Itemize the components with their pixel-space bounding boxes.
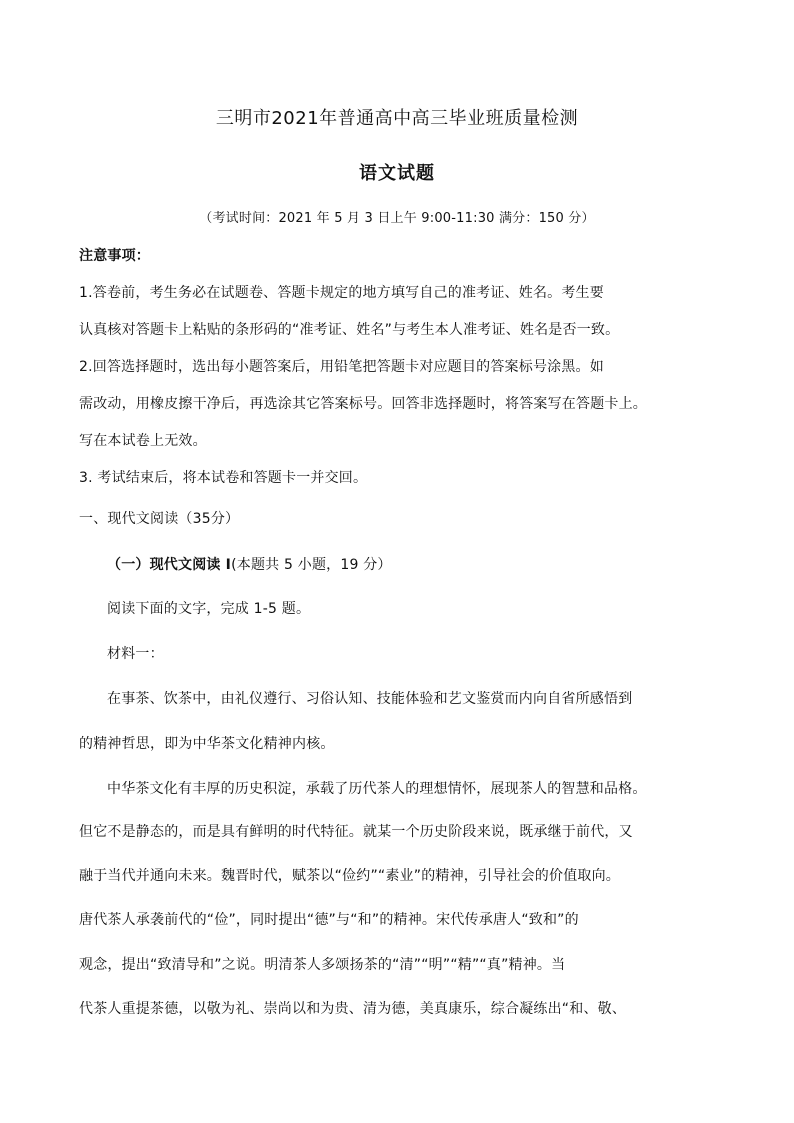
- notice-line-2: 认真核对答题卡上粘贴的条形码的“准考证、姓名”与考生本人准考证、姓名是否一致。: [79, 322, 620, 338]
- section-heading: 一、现代文阅读（35分）: [79, 511, 240, 527]
- document-subtitle: 语文试题: [359, 163, 435, 184]
- paragraph2-line-2: 但它不是静态的，而是具有鲜明的时代特征。就某一个历史阶段来说，既承继于前代，又: [79, 824, 633, 840]
- paragraph2-line-5: 观念，提出“致清导和”之说。明清茶人多颂扬茶的“清”“明”“精”“真”精神。当: [79, 957, 566, 973]
- paragraph2-line-4: 唐代茶人承袭前代的“俭”，同时提出“德”与“和”的精神。宋代传承唐人“致和”的: [79, 912, 579, 928]
- document-title: 三明市2021年普通高中高三毕业班质量检测: [215, 108, 579, 129]
- exam-info: （考试时间：2021 年 5 月 3 日上午 9:00-11:30 满分：150 分）: [199, 211, 595, 226]
- notice-line-4: 需改动，用橡皮擦干净后，再选涂其它答案标号。回答非选择题时，将答案写在答题卡上。: [79, 396, 647, 412]
- paragraph1-line-2: 的精神哲思，即为中华茶文化精神内核。: [79, 736, 335, 752]
- paragraph2-line-3: 融于当代并通向未来。魏晋时代，赋茶以“俭约”“素业”的精神，引导社会的价值取向。: [79, 868, 621, 884]
- paragraph2-line-1: 中华茶文化有丰厚的历史积淀，承载了历代茶人的理想情怀，展现茶人的智慧和品格。: [107, 781, 647, 797]
- paragraph1-line-1: 在事茶、饮茶中，由礼仪遵行、习俗认知、技能体验和艺文鉴赏而内向自省所感悟到: [107, 691, 633, 707]
- sub-section-heading-rest: (本题共 5 小题，19 分）: [231, 557, 392, 573]
- sub-section-heading-bold: （一）现代文阅读 I: [107, 557, 232, 573]
- reading-instruction: 阅读下面的文字，完成 1-5 题。: [107, 601, 311, 617]
- notice-line-1: 1.答卷前，考生务必在试题卷、答题卡规定的地方填写自己的准考证、姓名。考生要: [79, 285, 604, 301]
- sub-section-heading: [107, 556, 392, 574]
- material-label: 材料一：: [107, 646, 164, 662]
- notice-line-3: 2.回答选择题时，选出每小题答案后，用铅笔把答题卡对应题目的答案标号涂黑。如: [79, 359, 604, 375]
- notice-line-6: 3. 考试结束后，将本试卷和答题卡一并交回。: [79, 470, 368, 486]
- notice-line-5: 写在本试卷上无效。: [79, 433, 207, 449]
- notice-heading: 注意事项：: [79, 248, 150, 264]
- paragraph2-line-6: 代茶人重提茶德，以敬为礼、崇尚以和为贵、清为德，美真康乐，综合凝练出“和、敬、: [79, 1001, 627, 1017]
